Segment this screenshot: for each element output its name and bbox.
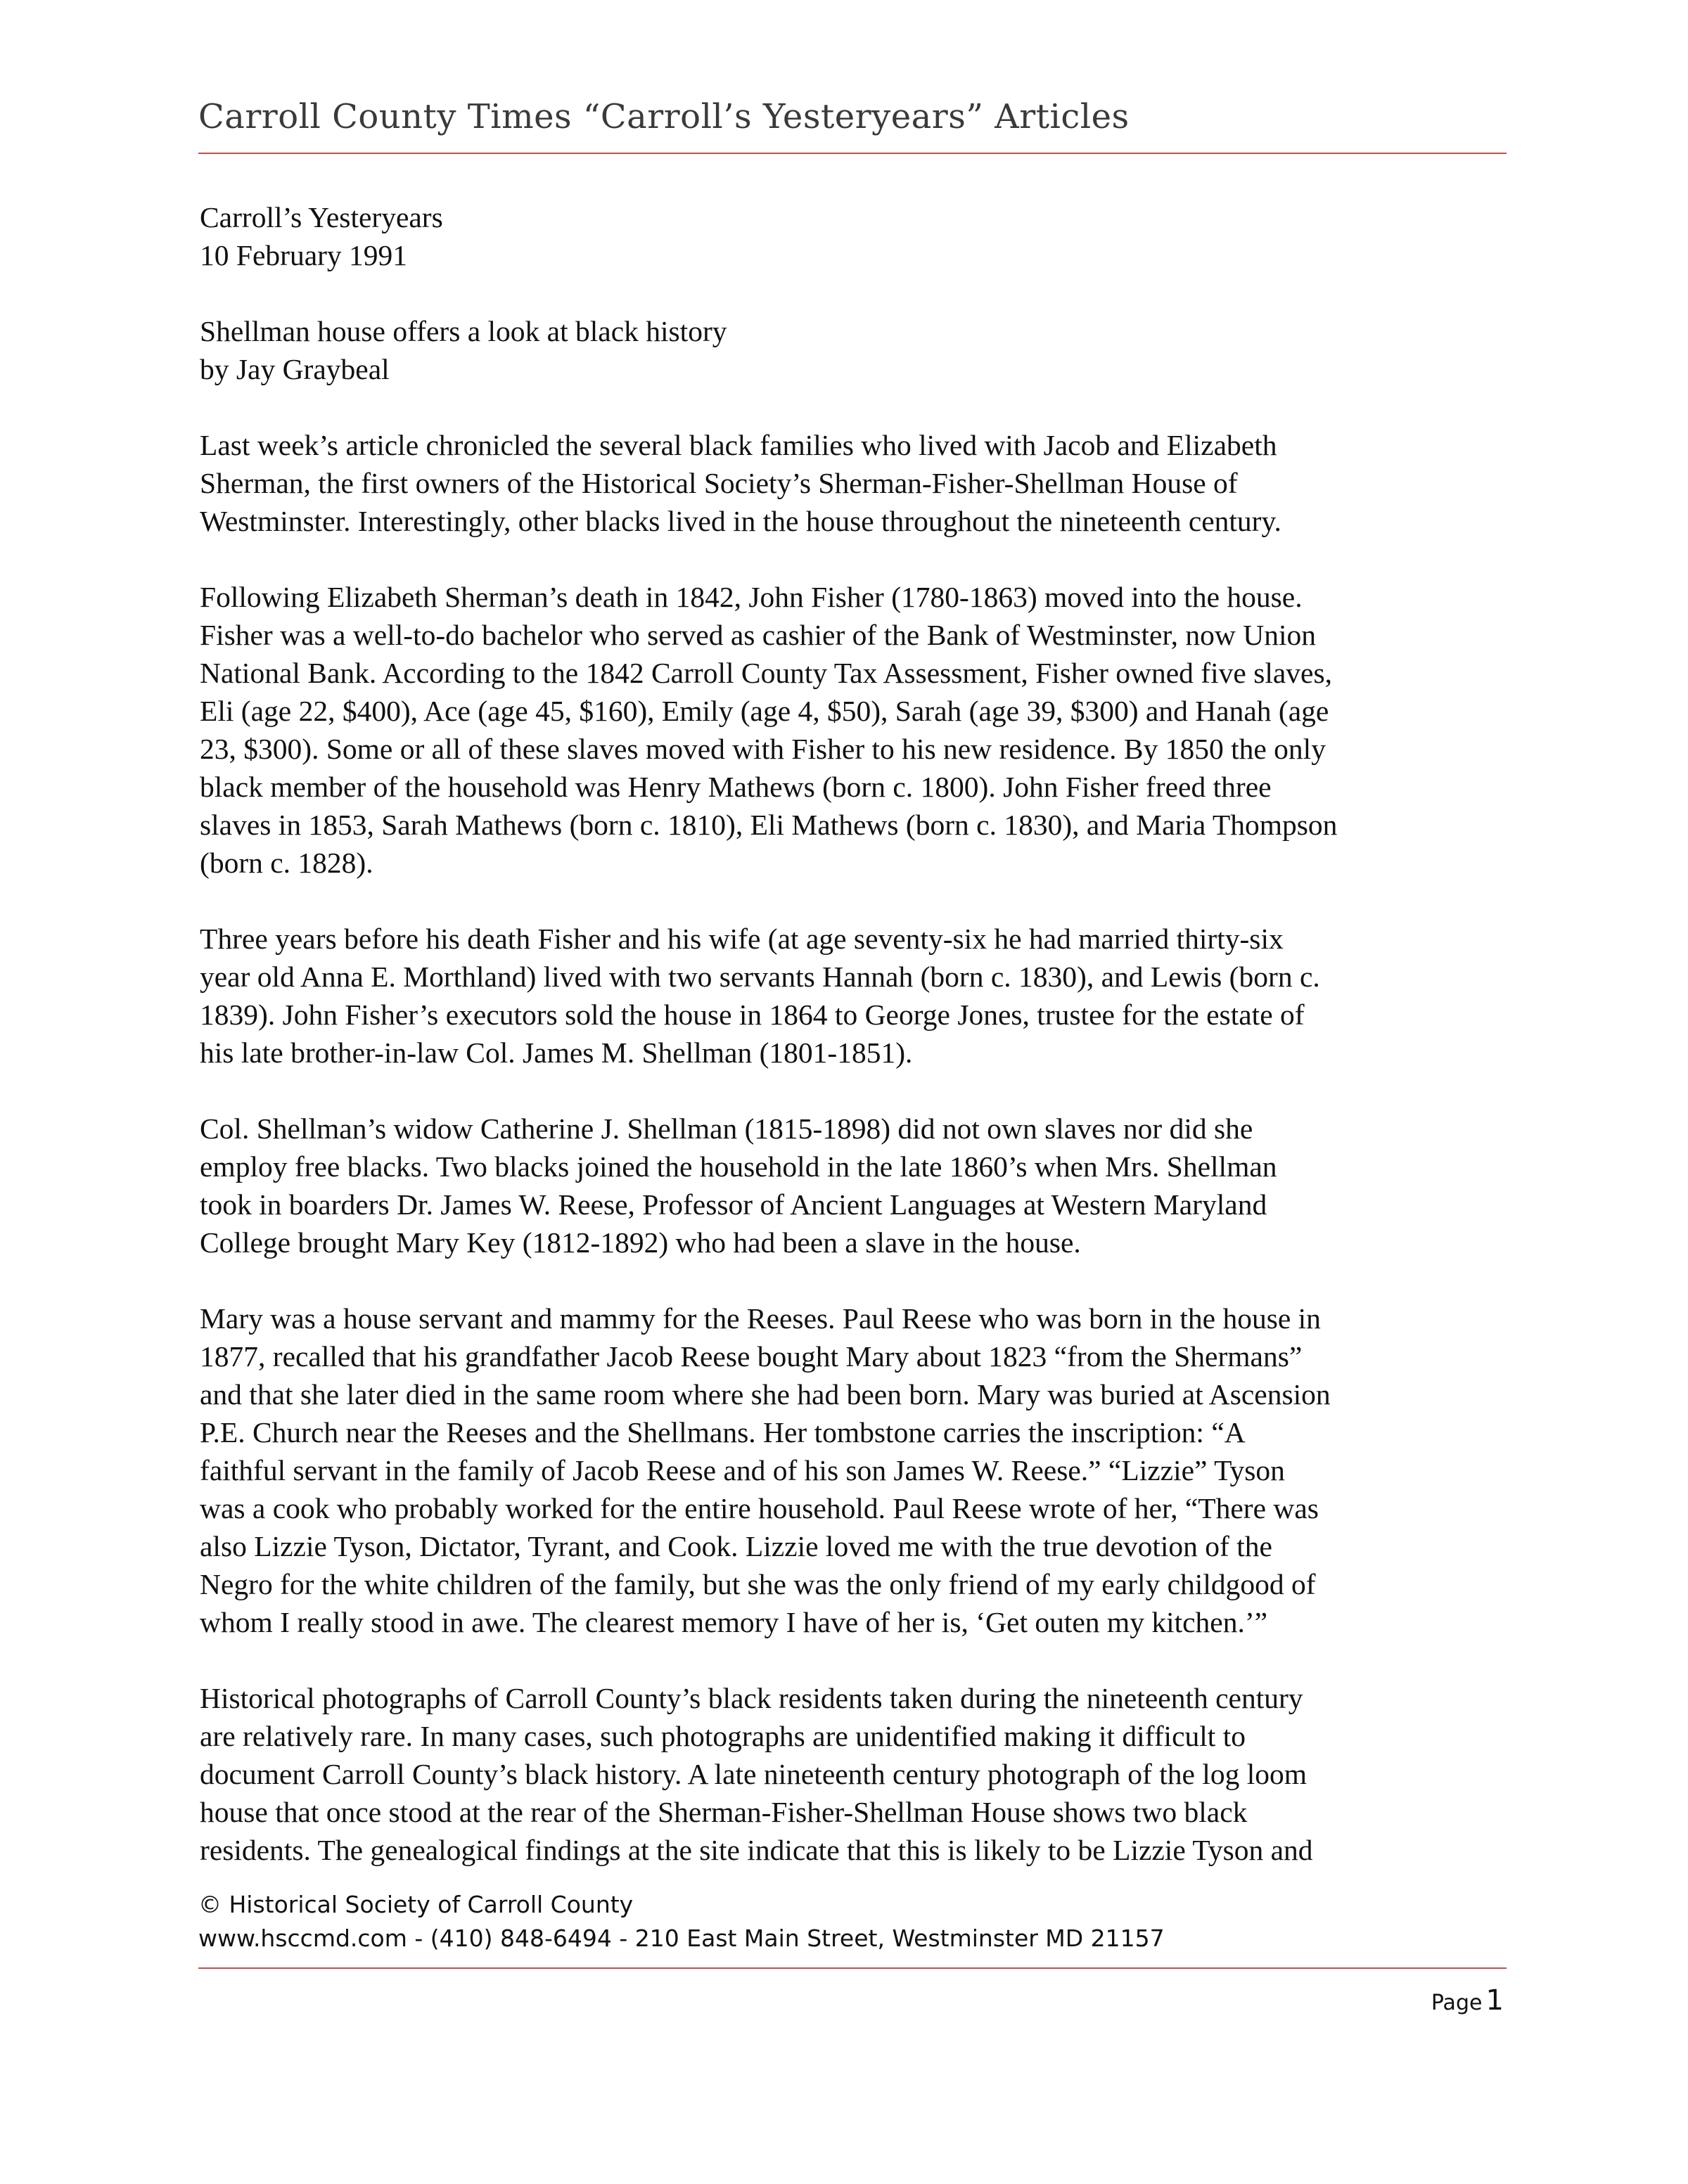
paragraph-line: slaves in 1853, Sarah Mathews (born c. 1810), Eli Mathews (born c. 1830), and Maria Thompson (200, 809, 1338, 841)
paragraph-line: took in boarders Dr. James W. Reese, Professor of Ancient Languages at Western Maryland (200, 1188, 1267, 1221)
article-byline: by Jay Graybeal (200, 353, 390, 385)
paragraph-line: P.E. Church near the Reeses and the Shellmans. Her tombstone carries the inscription: “A (200, 1416, 1246, 1448)
paragraph-line: faithful servant in the family of Jacob Reese and of his son James W. Reese.” “Lizzie” Tyson (200, 1454, 1285, 1486)
paragraph-line: 23, $300). Some or all of these slaves moved with Fisher to his new residence. By 1850 the only (200, 733, 1326, 765)
page-number-value: 1 (1485, 1984, 1504, 2017)
footer (198, 1888, 1165, 1955)
paragraph-line: College brought Mary Key (1812-1892) who had been a slave in the house. (200, 1226, 1081, 1259)
paragraph-line: Negro for the white children of the family, but she was the only friend of my early childgood of (200, 1568, 1316, 1600)
page-label: Page (1431, 1991, 1483, 2015)
article-paragraph (200, 1110, 1508, 1261)
article-date: 10 February 1991 (200, 239, 408, 271)
paragraph-line: 1839). John Fisher’s executors sold the house in 1864 to George Jones, trustee for the estate of (200, 998, 1305, 1031)
page-number (1431, 1984, 1504, 2017)
paragraph-line: are relatively rare. In many cases, such photographs are unidentified making it difficult to (200, 1720, 1246, 1752)
article-paragraph (200, 578, 1508, 882)
paragraph-line: also Lizzie Tyson, Dictator, Tyrant, and Cook. Lizzie loved me with the true devotion of the (200, 1530, 1272, 1562)
paragraph-line: black member of the household was Henry Mathews (born c. 1800). John Fisher freed three (200, 771, 1272, 803)
article-title-block (200, 312, 1508, 388)
paragraph-line: Eli (age 22, $400), Ace (age 45, $160), Emily (age 4, $50), Sarah (age 39, $300) and Hanah (age (200, 695, 1329, 727)
article-heading-block (200, 198, 1508, 274)
paragraph-line: 1877, recalled that his grandfather Jacob Reese bought Mary about 1823 “from the Shermans” (200, 1340, 1303, 1373)
footer-copyright: © Historical Society of Carroll County (198, 1891, 634, 1918)
article-paragraphs (200, 426, 1508, 1869)
paragraph-line: document Carroll County’s black history. A late nineteenth century photograph of the log loom (200, 1758, 1307, 1790)
paragraph-line: Last week’s article chronicled the several black families who lived with Jacob and Elizabeth (200, 429, 1277, 461)
footer-rule (198, 1967, 1507, 1969)
article-body (200, 198, 1508, 1907)
article-paragraph (200, 1679, 1508, 1869)
paragraph-line: and that she later died in the same room where she had been born. Mary was buried at Ascension (200, 1378, 1331, 1411)
paragraph-line: Mary was a house servant and mammy for the Reeses. Paul Reese who was born in the house in (200, 1302, 1321, 1335)
paragraph-line: whom I really stood in awe. The clearest memory I have of her is, ‘Get outen my kitchen.’” (200, 1606, 1268, 1638)
paragraph-line: Westminster. Interestingly, other blacks lived in the house throughout the nineteenth century. (200, 505, 1281, 537)
paragraph-line: year old Anna E. Morthland) lived with two servants Hannah (born c. 1830), and Lewis (born c. (200, 961, 1320, 993)
paragraph-line: National Bank. According to the 1842 Carroll County Tax Assessment, Fisher owned five slaves, (200, 657, 1332, 689)
paragraph-line: Fisher was a well-to-do bachelor who served as cashier of the Bank of Westminster, now Union (200, 619, 1316, 651)
article-paragraph (200, 426, 1508, 540)
paragraph-line: Sherman, the first owners of the Historical Society’s Sherman-Fisher-Shellman House of (200, 467, 1238, 499)
series-name: Carroll’s Yesteryears (200, 201, 443, 233)
paragraph-line: (born c. 1828). (200, 847, 373, 879)
paragraph-line: house that once stood at the rear of the Sherman-Fisher-Shellman House shows two black (200, 1796, 1248, 1828)
header-rule (198, 153, 1507, 154)
paragraph-line: Historical photographs of Carroll County’s black residents taken during the nineteenth century (200, 1682, 1303, 1714)
article-paragraph (200, 920, 1508, 1072)
paragraph-line: employ free blacks. Two blacks joined the household in the late 1860’s when Mrs. Shellman (200, 1150, 1277, 1183)
paragraph-line: residents. The genealogical findings at the site indicate that this is likely to be Lizzie Tyson and (200, 1834, 1313, 1866)
paragraph-line: Three years before his death Fisher and his wife (at age seventy-six he had married thirty-six (200, 923, 1284, 955)
paragraph-line: his late brother-in-law Col. James M. Shellman (1801-1851). (200, 1036, 913, 1069)
paragraph-line: was a cook who probably worked for the entire household. Paul Reese wrote of her, “There was (200, 1492, 1319, 1524)
article-paragraph (200, 1299, 1508, 1641)
footer-contact: www.hsccmd.com - (410) 848-6494 - 210 East Main Street, Westminster MD 21157 (198, 1925, 1165, 1952)
paragraph-line: Following Elizabeth Sherman’s death in 1842, John Fisher (1780-1863) moved into the house. (200, 581, 1303, 613)
article-headline: Shellman house offers a look at black history (200, 315, 727, 347)
running-header: Carroll County Times “Carroll’s Yesteryears” Articles (198, 97, 1130, 136)
paragraph-line: Col. Shellman’s widow Catherine J. Shellman (1815-1898) did not own slaves nor did she (200, 1112, 1253, 1145)
